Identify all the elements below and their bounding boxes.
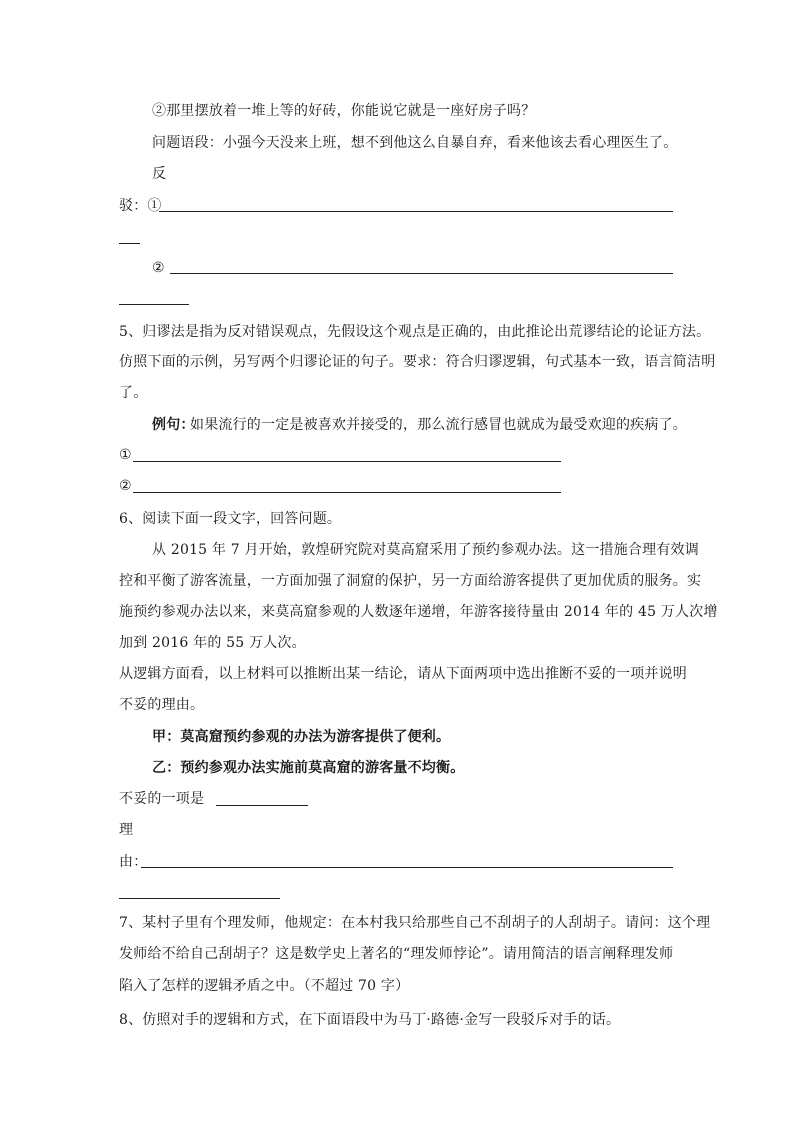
q6-answer-blank[interactable] (216, 805, 308, 806)
q6-title: 6、阅读下面一段文字，回答问题。 (119, 511, 342, 527)
q4-rebuttal-label-a: 反 (152, 166, 167, 182)
q5-answer-line-2[interactable] (133, 492, 561, 493)
q4-problem-passage: 问题语段：小强今天没来上班，想不到他这么自暴自弃，看来他该去看心理医生了。 (152, 135, 678, 151)
q5-blank-2-marker: ② (119, 478, 132, 494)
q6-paragraph-line-2: 控和平衡了游客流量，一方面加强了洞窟的保护，另一方面给游客提供了更加优质的服务。实 (119, 573, 702, 589)
q4-answer-line-2-tail[interactable] (119, 304, 189, 305)
q5-line-2: 仿照下面的示例，另写两个归谬论证的句子。要求：符合归谬逻辑，句式基本一致，语言简洁明 (119, 354, 716, 370)
q4-answer-line-1[interactable] (159, 211, 673, 212)
q6-paragraph-line-4: 加到 2016 年的 55 万人次。 (119, 635, 306, 651)
q7-line-2: 发师给不给自己刮胡子？这是数学史上著名的“理发师悖论”。请用简洁的语言阐释理发师 (119, 946, 674, 962)
q7-line-1: 7、某村子里有个理发师，他规定：在本村我只给那些自己不刮胡子的人刮胡子。请问：这个理 (119, 915, 711, 931)
q7-line-3: 陷入了怎样的逻辑矛盾之中。（不超过 70 字） (119, 978, 410, 994)
q5-line-3: 了。 (119, 385, 148, 401)
q6-reason-label-a: 理 (119, 822, 134, 838)
q4-answer-line-1-tail[interactable] (119, 243, 140, 244)
q6-answer-label: 不妥的一项是 (119, 791, 205, 807)
q4-answer-line-2[interactable] (170, 273, 673, 274)
q6-question-line-2: 不妥的理由。 (119, 697, 205, 713)
q6-option-a: 甲：莫高窟预约参观的办法为游客提供了便利。 (152, 729, 451, 745)
q4-rebuttal-label-b: 驳：① (119, 198, 162, 214)
q4-example-2: ②那里摆放着一堆上等的好砖，你能说它就是一座好房子吗？ (152, 103, 536, 119)
q5-example-label: 例句： (152, 417, 195, 433)
q6-paragraph-line-3: 施预约参观办法以来，来莫高窟参观的人数逐年递增，年游客接待量由 2014 年的 45 万人次增 (119, 604, 718, 620)
q6-reason-line[interactable] (141, 867, 673, 868)
q6-reason-line-tail[interactable] (119, 898, 280, 899)
q5-blank-1-marker: ① (119, 447, 132, 463)
q8-line-1: 8、仿照对手的逻辑和方式，在下面语段中为马丁·路德·金写一段驳斥对手的话。 (119, 1012, 621, 1028)
q4-circle-2: ② (152, 260, 165, 276)
q5-line-1: 5、归谬法是指为反对错误观点，先假设这个观点是正确的，由此推论出荒谬结论的论证方法。 (119, 324, 711, 340)
q6-option-b: 乙：预约参观办法实施前莫高窟的游客量不均衡。 (152, 760, 465, 776)
q6-paragraph-line-1: 从 2015 年 7 月开始，敦煌研究院对莫高窟采用了预约参观办法。这一措施合理有效调 (152, 542, 699, 558)
q6-reason-label-b: 由： (119, 854, 148, 870)
q5-example-text: 如果流行的一定是被喜欢并接受的，那么流行感冒也就成为最受欢迎的疾病了。 (190, 417, 687, 433)
q5-answer-line-1[interactable] (133, 461, 561, 462)
q6-question-line-1: 从逻辑方面看，以上材料可以推断出某一结论，请从下面两项中选出推断不妥的一项并说明 (119, 666, 687, 682)
